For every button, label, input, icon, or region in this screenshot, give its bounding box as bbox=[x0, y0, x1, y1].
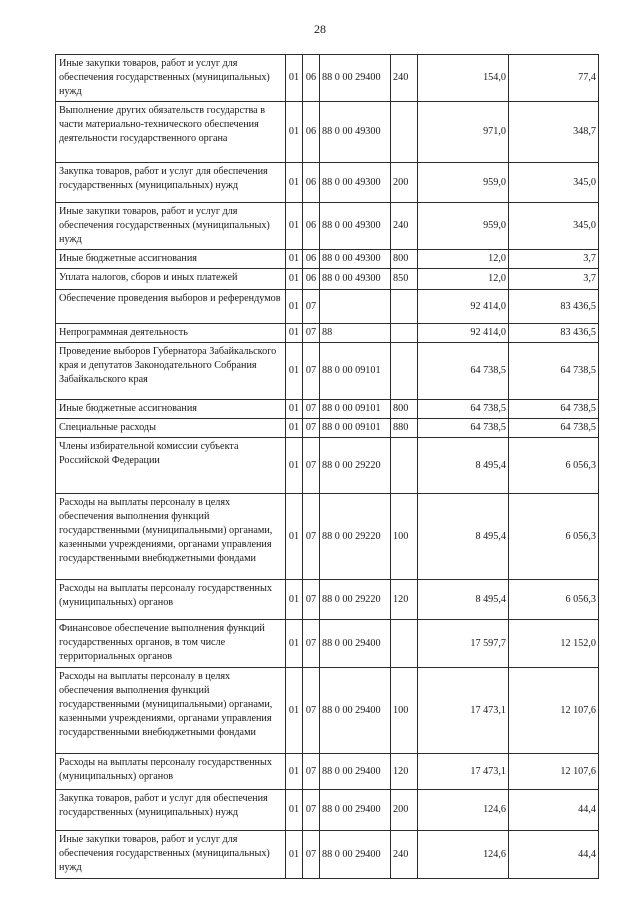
expense-type-code bbox=[391, 290, 418, 324]
table-row bbox=[56, 343, 599, 400]
table-row bbox=[56, 668, 599, 754]
expense-type-code: 240 bbox=[391, 203, 418, 250]
table-row bbox=[56, 400, 599, 419]
table-row bbox=[56, 163, 599, 203]
target-article-code: 88 0 00 29220 bbox=[320, 438, 391, 494]
section-code: 01 bbox=[286, 102, 303, 163]
target-article-code: 88 0 00 09101 bbox=[320, 343, 391, 400]
table-row bbox=[56, 55, 599, 102]
table-row bbox=[56, 754, 599, 790]
row-name: Обеспечение проведения выборов и референдумов bbox=[56, 290, 286, 324]
amount-planned: 959,0 bbox=[418, 203, 509, 250]
subsection-code: 07 bbox=[303, 831, 320, 879]
subsection-code: 06 bbox=[303, 203, 320, 250]
section-code: 01 bbox=[286, 620, 303, 668]
expense-type-code: 880 bbox=[391, 419, 418, 438]
amount-planned: 64 738,5 bbox=[418, 419, 509, 438]
subsection-code: 07 bbox=[303, 620, 320, 668]
amount-planned: 64 738,5 bbox=[418, 400, 509, 419]
table-row bbox=[56, 203, 599, 250]
row-name: Иные бюджетные ассигнования bbox=[56, 250, 286, 269]
amount-executed: 6 056,3 bbox=[509, 438, 599, 494]
row-name: Члены избирательной комиссии субъекта Российской Федерации bbox=[56, 438, 286, 494]
page-number: 28 bbox=[314, 22, 326, 36]
expense-type-code bbox=[391, 438, 418, 494]
subsection-code: 07 bbox=[303, 668, 320, 754]
row-name: Закупка товаров, работ и услуг для обеспечения государственных (муниципальных) нужд bbox=[56, 163, 286, 203]
table-row bbox=[56, 102, 599, 163]
expense-type-code bbox=[391, 102, 418, 163]
subsection-code: 06 bbox=[303, 163, 320, 203]
target-article-code: 88 0 00 49300 bbox=[320, 102, 391, 163]
amount-planned: 17 597,7 bbox=[418, 620, 509, 668]
amount-executed: 12 107,6 bbox=[509, 668, 599, 754]
section-code: 01 bbox=[286, 419, 303, 438]
budget-table bbox=[55, 54, 599, 879]
table-row bbox=[56, 620, 599, 668]
subsection-code: 07 bbox=[303, 290, 320, 324]
expense-type-code: 200 bbox=[391, 790, 418, 831]
row-name: Иные закупки товаров, работ и услуг для обеспечения государственных (муниципальных) нужд bbox=[56, 831, 286, 879]
subsection-code: 06 bbox=[303, 55, 320, 102]
expense-type-code: 800 bbox=[391, 400, 418, 419]
amount-planned: 12,0 bbox=[418, 269, 509, 290]
expense-type-code bbox=[391, 324, 418, 343]
row-name: Выполнение других обязательств государства в части материально-технического обеспечения деятельности государственного органа bbox=[56, 102, 286, 163]
target-article-code: 88 0 00 49300 bbox=[320, 250, 391, 269]
amount-executed: 3,7 bbox=[509, 250, 599, 269]
target-article-code: 88 0 00 49300 bbox=[320, 163, 391, 203]
subsection-code: 06 bbox=[303, 269, 320, 290]
table-row bbox=[56, 250, 599, 269]
expense-type-code: 100 bbox=[391, 494, 418, 580]
expense-type-code bbox=[391, 343, 418, 400]
subsection-code: 07 bbox=[303, 754, 320, 790]
amount-executed: 3,7 bbox=[509, 269, 599, 290]
amount-executed: 6 056,3 bbox=[509, 494, 599, 580]
row-name: Непрограммная деятельность bbox=[56, 324, 286, 343]
amount-planned: 8 495,4 bbox=[418, 494, 509, 580]
amount-planned: 17 473,1 bbox=[418, 668, 509, 754]
amount-planned: 12,0 bbox=[418, 250, 509, 269]
table-row bbox=[56, 290, 599, 324]
target-article-code: 88 0 00 09101 bbox=[320, 400, 391, 419]
amount-executed: 83 436,5 bbox=[509, 290, 599, 324]
target-article-code: 88 0 00 29400 bbox=[320, 55, 391, 102]
amount-planned: 124,6 bbox=[418, 831, 509, 879]
amount-executed: 83 436,5 bbox=[509, 324, 599, 343]
target-article-code: 88 bbox=[320, 324, 391, 343]
amount-executed: 77,4 bbox=[509, 55, 599, 102]
expense-type-code bbox=[391, 620, 418, 668]
amount-planned: 971,0 bbox=[418, 102, 509, 163]
subsection-code: 07 bbox=[303, 400, 320, 419]
target-article-code: 88 0 00 49300 bbox=[320, 269, 391, 290]
section-code: 01 bbox=[286, 831, 303, 879]
section-code: 01 bbox=[286, 55, 303, 102]
subsection-code: 07 bbox=[303, 419, 320, 438]
subsection-code: 07 bbox=[303, 790, 320, 831]
row-name: Иные бюджетные ассигнования bbox=[56, 400, 286, 419]
expense-type-code: 100 bbox=[391, 668, 418, 754]
amount-planned: 92 414,0 bbox=[418, 290, 509, 324]
amount-executed: 348,7 bbox=[509, 102, 599, 163]
expense-type-code: 850 bbox=[391, 269, 418, 290]
table-row bbox=[56, 269, 599, 290]
row-name: Уплата налогов, сборов и иных платежей bbox=[56, 269, 286, 290]
section-code: 01 bbox=[286, 438, 303, 494]
section-code: 01 bbox=[286, 250, 303, 269]
target-article-code: 88 0 00 29400 bbox=[320, 790, 391, 831]
row-name: Расходы на выплаты персоналу государственных (муниципальных) органов bbox=[56, 580, 286, 620]
subsection-code: 06 bbox=[303, 102, 320, 163]
expense-type-code: 240 bbox=[391, 55, 418, 102]
section-code: 01 bbox=[286, 790, 303, 831]
target-article-code: 88 0 00 29400 bbox=[320, 831, 391, 879]
table-row bbox=[56, 419, 599, 438]
row-name: Иные закупки товаров, работ и услуг для обеспечения государственных (муниципальных) нужд bbox=[56, 203, 286, 250]
table-row bbox=[56, 494, 599, 580]
expense-type-code: 120 bbox=[391, 754, 418, 790]
expense-type-code: 240 bbox=[391, 831, 418, 879]
row-name: Иные закупки товаров, работ и услуг для обеспечения государственных (муниципальных) нужд bbox=[56, 55, 286, 102]
section-code: 01 bbox=[286, 324, 303, 343]
row-name: Специальные расходы bbox=[56, 419, 286, 438]
target-article-code: 88 0 00 49300 bbox=[320, 203, 391, 250]
section-code: 01 bbox=[286, 580, 303, 620]
table-row bbox=[56, 324, 599, 343]
amount-executed: 44,4 bbox=[509, 790, 599, 831]
subsection-code: 07 bbox=[303, 438, 320, 494]
target-article-code: 88 0 00 29220 bbox=[320, 580, 391, 620]
expense-type-code: 200 bbox=[391, 163, 418, 203]
table-row bbox=[56, 580, 599, 620]
amount-planned: 959,0 bbox=[418, 163, 509, 203]
section-code: 01 bbox=[286, 290, 303, 324]
row-name: Финансовое обеспечение выполнения функций государственных органов, в том числе территориальных органов bbox=[56, 620, 286, 668]
subsection-code: 07 bbox=[303, 494, 320, 580]
expense-type-code: 120 bbox=[391, 580, 418, 620]
table-row bbox=[56, 790, 599, 831]
target-article-code: 88 0 00 29220 bbox=[320, 494, 391, 580]
amount-planned: 8 495,4 bbox=[418, 438, 509, 494]
amount-executed: 6 056,3 bbox=[509, 580, 599, 620]
amount-executed: 44,4 bbox=[509, 831, 599, 879]
section-code: 01 bbox=[286, 269, 303, 290]
section-code: 01 bbox=[286, 203, 303, 250]
row-name: Расходы на выплаты персоналу в целях обеспечения выполнения функций государственными (муниципальными) органами, казенными учреждениями, органами управления государственными внебюджетными фондами bbox=[56, 668, 286, 754]
amount-planned: 92 414,0 bbox=[418, 324, 509, 343]
section-code: 01 bbox=[286, 400, 303, 419]
section-code: 01 bbox=[286, 343, 303, 400]
target-article-code: 88 0 00 29400 bbox=[320, 668, 391, 754]
subsection-code: 07 bbox=[303, 324, 320, 343]
amount-executed: 64 738,5 bbox=[509, 400, 599, 419]
amount-executed: 64 738,5 bbox=[509, 419, 599, 438]
target-article-code bbox=[320, 290, 391, 324]
amount-planned: 8 495,4 bbox=[418, 580, 509, 620]
amount-planned: 124,6 bbox=[418, 790, 509, 831]
amount-planned: 64 738,5 bbox=[418, 343, 509, 400]
target-article-code: 88 0 00 29400 bbox=[320, 754, 391, 790]
amount-executed: 345,0 bbox=[509, 203, 599, 250]
target-article-code: 88 0 00 09101 bbox=[320, 419, 391, 438]
section-code: 01 bbox=[286, 494, 303, 580]
amount-executed: 12 152,0 bbox=[509, 620, 599, 668]
subsection-code: 07 bbox=[303, 343, 320, 400]
row-name: Расходы на выплаты персоналу в целях обеспечения выполнения функций государственными (муниципальными) органами, казенными учреждениями, органами управления государственными внебюджетными фондами bbox=[56, 494, 286, 580]
table-row bbox=[56, 831, 599, 879]
subsection-code: 07 bbox=[303, 580, 320, 620]
section-code: 01 bbox=[286, 668, 303, 754]
section-code: 01 bbox=[286, 163, 303, 203]
target-article-code: 88 0 00 29400 bbox=[320, 620, 391, 668]
section-code: 01 bbox=[286, 754, 303, 790]
amount-planned: 17 473,1 bbox=[418, 754, 509, 790]
row-name: Проведение выборов Губернатора Забайкальского края и депутатов Законодательного Собрания Забайкальского края bbox=[56, 343, 286, 400]
table-row bbox=[56, 438, 599, 494]
amount-executed: 345,0 bbox=[509, 163, 599, 203]
row-name: Закупка товаров, работ и услуг для обеспечения государственных (муниципальных) нужд bbox=[56, 790, 286, 831]
row-name: Расходы на выплаты персоналу государственных (муниципальных) органов bbox=[56, 754, 286, 790]
amount-executed: 12 107,6 bbox=[509, 754, 599, 790]
amount-executed: 64 738,5 bbox=[509, 343, 599, 400]
amount-planned: 154,0 bbox=[418, 55, 509, 102]
subsection-code: 06 bbox=[303, 250, 320, 269]
expense-type-code: 800 bbox=[391, 250, 418, 269]
